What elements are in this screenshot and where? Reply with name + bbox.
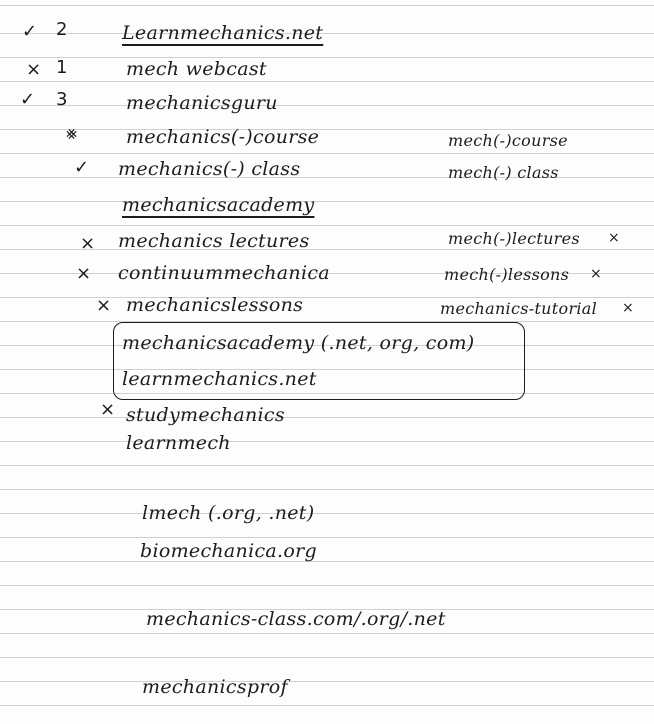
alt-name-idea: mech(-)lectures [448,229,580,248]
cross-mark: × [590,266,602,282]
scribble-mark: ⨳ [66,123,78,144]
check-mark: ✓ [20,89,36,110]
name-idea: mechanicsacademy [122,194,315,216]
name-idea: mechanicsguru [126,92,278,114]
cross-mark: × [26,59,42,80]
check-mark: ✓ [74,157,90,178]
cross-mark: × [100,399,116,420]
name-idea: biomechanica.org [140,540,317,562]
cross-mark: × [76,263,92,284]
name-idea: mechanicslessons [126,294,304,316]
alt-name-idea: mech(-) class [448,163,559,182]
rank-number: 1 [56,57,68,78]
cross-mark: × [622,300,634,316]
name-idea: mechanicsprof [142,676,288,698]
name-idea: mechanics lectures [118,230,310,252]
name-idea: mechanics(-)course [126,126,320,148]
name-idea: mechanicsacademy (.net, org, com) [122,332,475,354]
name-idea: lmech (.org, .net) [142,502,315,524]
name-idea: learnmech [126,432,231,454]
name-idea: studymechanics [126,404,285,426]
name-idea: mechanics(-) class [118,158,301,180]
cross-mark: × [80,233,96,254]
name-idea: mech webcast [126,58,267,80]
check-mark: ✓ [22,21,38,42]
name-idea: mechanics-class.com/.org/.net [146,608,446,630]
alt-name-idea: mech(-)lessons [444,265,570,284]
rank-number: 3 [56,89,68,110]
cross-mark: × [96,295,112,316]
alt-name-idea: mech(-)course [448,131,568,150]
alt-name-idea: mechanics-tutorial [440,299,598,318]
name-idea: Learnmechanics.net [122,22,324,44]
name-idea: learnmechanics.net [122,368,317,390]
cross-mark: × [608,230,620,246]
rank-number: 2 [56,19,68,40]
name-idea: continuummechanica [118,262,330,284]
